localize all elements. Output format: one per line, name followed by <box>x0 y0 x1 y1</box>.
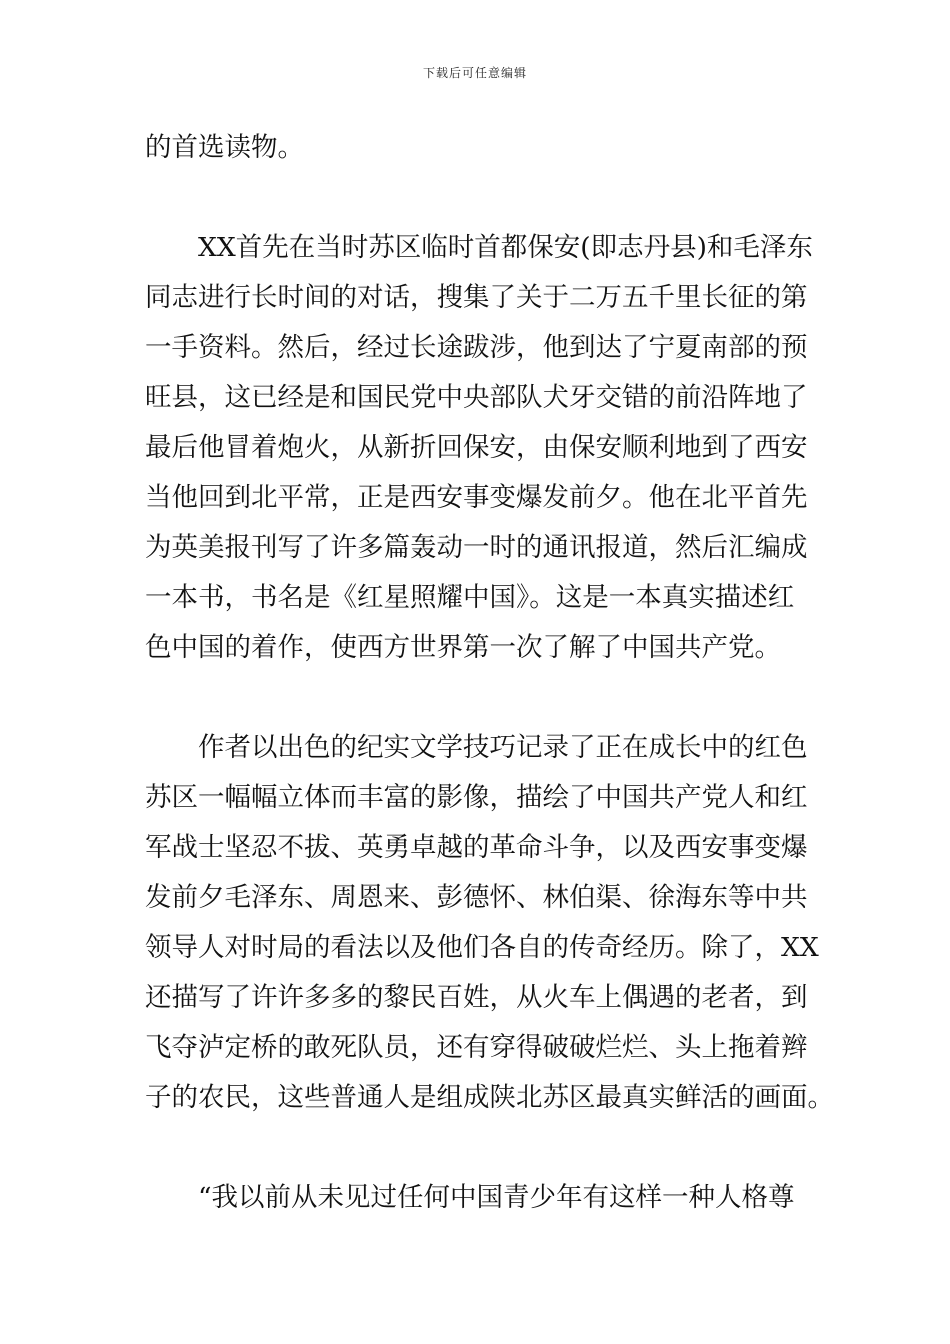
text-line: 苏区一幅幅立体而丰富的影像，描绘了中国共产党人和红 <box>145 782 808 813</box>
text-line: 子的农民，这些普通人是组成陕北苏区最真实鲜活的画面。 <box>145 1082 834 1113</box>
text-line: 旺县，这已经是和国民党中央部队犬牙交错的前沿阵地了 <box>145 382 808 413</box>
text-line: 一手资料。然后，经过长途跋涉，他到达了宁夏南部的预 <box>145 332 808 363</box>
text-line: “我以前从未见过任何中国青少年有这样一种人格尊 <box>145 1182 795 1213</box>
text-line: 同志进行长时间的对话，搜集了关于二万五千里长征的第 <box>145 282 808 313</box>
text-line: 的首选读物。 <box>145 132 304 163</box>
text-line: 军战士坚忍不拔、英勇卓越的革命斗争，以及西安事变爆 <box>145 832 808 863</box>
text-line: 色中国的着作，使西方世界第一次了解了中国共产党。 <box>145 632 781 663</box>
text-line: 作者以出色的纪实文学技巧记录了正在成长中的红色 <box>145 732 808 763</box>
text-line: 当他回到北平常，正是西安事变爆发前夕。他在北平首先 <box>145 482 808 513</box>
text-line: 领导人对时局的看法以及他们各自的传奇经历。除了，XX <box>145 932 819 963</box>
text-line: XX首先在当时苏区临时首都保安(即志丹县)和毛泽东 <box>145 232 813 263</box>
text-line: 一本书，书名是《红星照耀中国》。这是一本真实描述红 <box>145 582 795 613</box>
text-line: 飞夺泸定桥的敢死队员，还有穿得破破烂烂、头上拖着辫 <box>145 1032 808 1063</box>
text-line: 发前夕毛泽东、周恩来、彭德怀、林伯渠、徐海东等中共 <box>145 882 808 913</box>
text-line: 最后他冒着炮火，从新折回保安，由保安顺利地到了西安 <box>145 432 808 463</box>
page-header: 下载后可任意编辑 <box>422 66 527 80</box>
text-line: 还描写了许许多多的黎民百姓，从火车上偶遇的老者，到 <box>145 982 808 1013</box>
text-line: 为英美报刊写了许多篇轰动一时的通讯报道，然后汇编成 <box>145 532 808 563</box>
